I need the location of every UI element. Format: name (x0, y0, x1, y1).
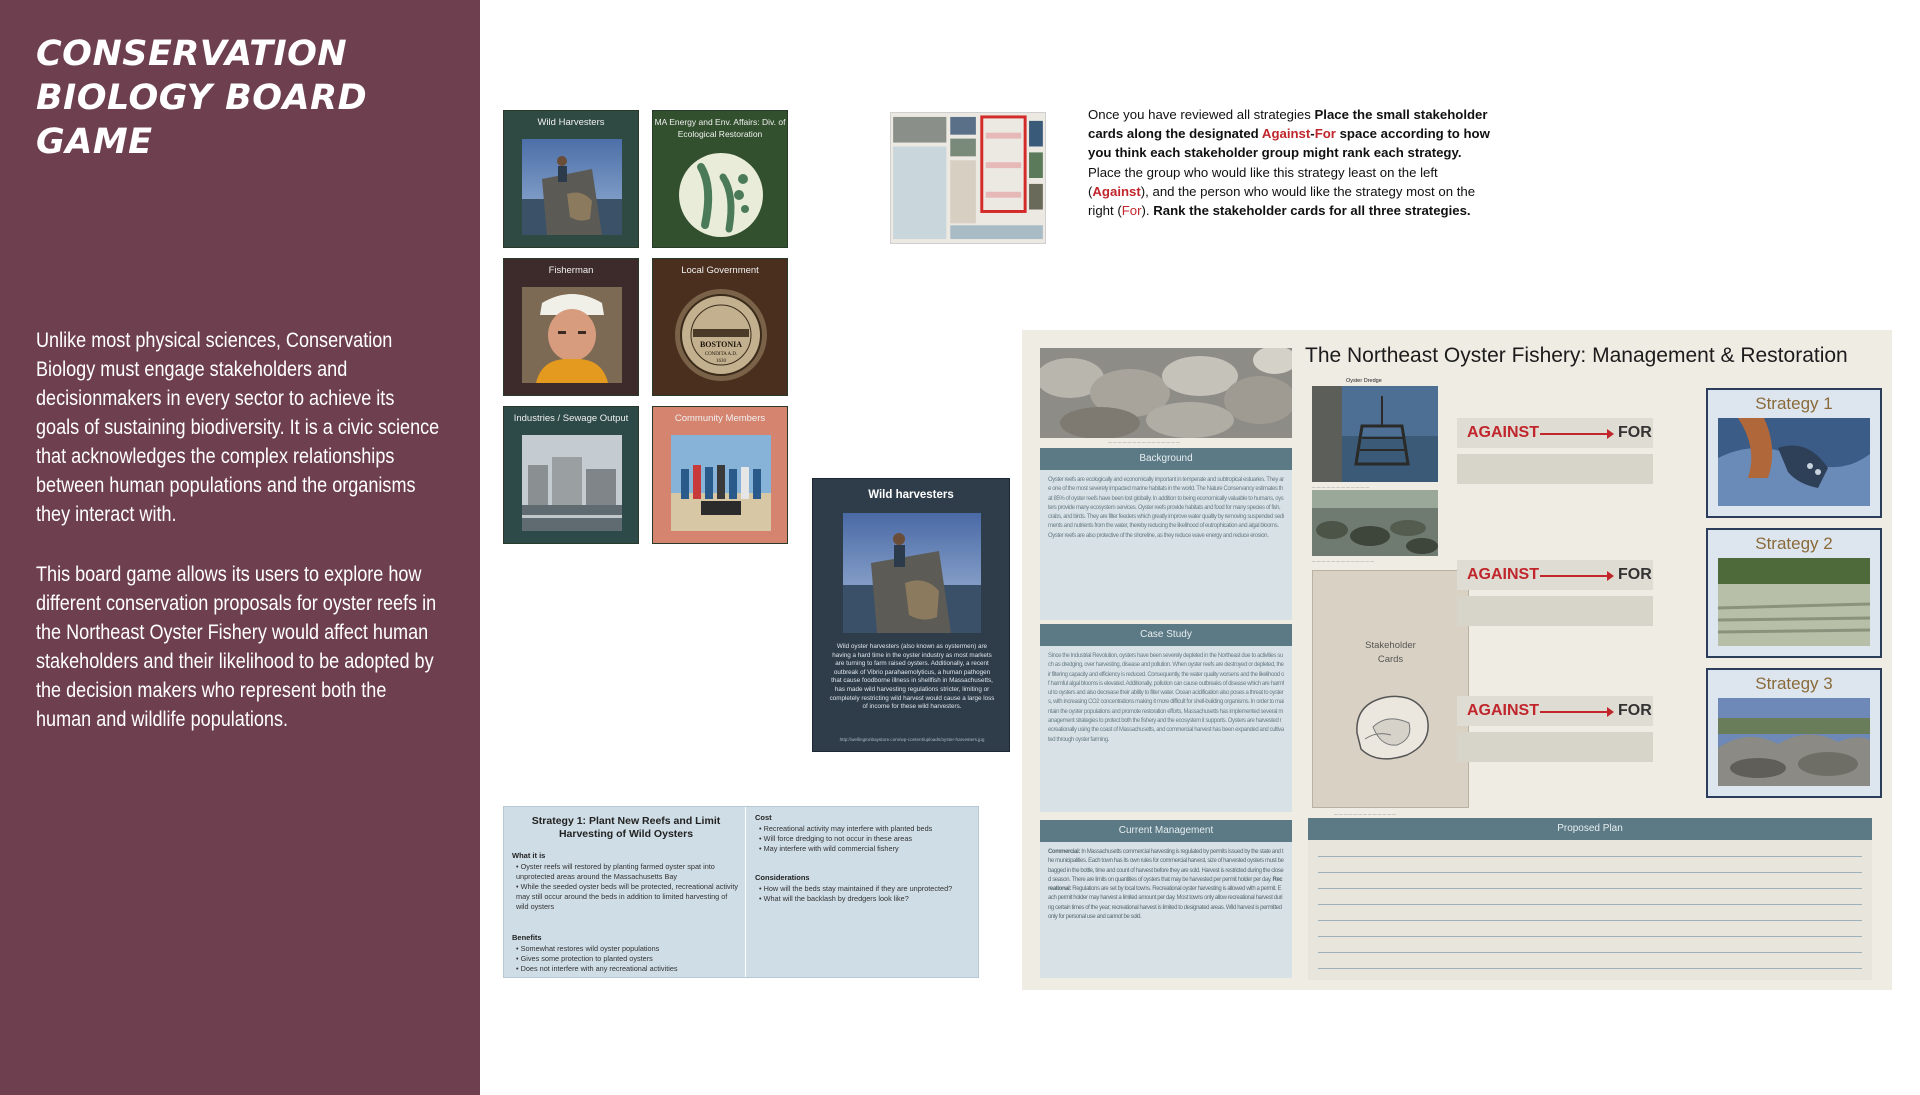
writing-line (1318, 888, 1862, 889)
recreational-label: Recreational: (1048, 876, 1283, 893)
commercial-text: In Massachusetts commercial harvesting is regulated by permits issued by the state and the municipalities. Each town has its own rules for commercial harvest, size of harvested oysters must be bagged in the bottle, time and count of harvest before they are sold. Harvest is restricted during the closed season. There are limits on quantities of oysters that may be harvested per permit holder per day. (1048, 849, 1284, 883)
card-label: MA Energy and Env. Affairs: Div. of Ecological Restoration (654, 117, 786, 139)
strategy-2-box[interactable] (1706, 528, 1882, 658)
stakeholder-card-wild-harvesters (503, 110, 639, 248)
for-label: FOR (1618, 566, 1652, 583)
strategy-1-label: Strategy 1 (1755, 394, 1833, 413)
list-item: • What will the backlash by dredgers look like? (759, 894, 975, 904)
photo-caption: — — — — — — — — — — — — — (1312, 559, 1375, 563)
oyster-dredge-photo (1312, 386, 1438, 482)
stakeholder-cards-area[interactable] (1312, 570, 1469, 808)
considerations-list (759, 884, 975, 904)
benefits-heading: Benefits (512, 933, 542, 942)
proposed-plan-heading: Proposed Plan (1308, 818, 1872, 840)
writing-line (1318, 936, 1862, 937)
page-title (36, 32, 456, 164)
background-heading: Background (1040, 448, 1292, 470)
benefits-list (516, 944, 740, 974)
list-item: • Does not interfere with any recreational activities (516, 964, 740, 974)
considerations-heading: Considerations (755, 873, 810, 882)
management-section (1040, 842, 1292, 978)
list-item: • Somewhat restores wild oyster populations (516, 944, 740, 954)
against-label: AGAINST (1467, 424, 1539, 441)
photo-caption: — — — — — — — — — — — — — — — (1108, 440, 1180, 444)
strategy-1-card (503, 806, 979, 978)
seal-text-1: BOSTONIA (699, 340, 743, 349)
fisherman-photo (522, 287, 622, 383)
list-item: • Gives some protection to planted oysters (516, 954, 740, 964)
management-heading: Current Management (1040, 820, 1292, 842)
what-heading: What it is (512, 851, 546, 860)
seal-text-2: CONDITA A.D. (704, 352, 738, 357)
community-photo (671, 435, 771, 531)
case-study-section (1040, 646, 1292, 812)
list-item: • While the seeded oyster beds will be protected, recreational activity may still occur around the beds in addition to limited harvesting of wild oysters (516, 882, 740, 912)
board-thumbnail (890, 112, 1046, 244)
seal-text-3: 1630 (716, 359, 726, 364)
list-item: • Oyster reefs will restored by planting farmed oyster spat into unprotected areas around the Massachusetts Bay (516, 862, 740, 882)
list-item: • Will force dredging to not occur in these areas (759, 834, 975, 844)
background-section (1040, 470, 1292, 620)
card-label: Community Members (674, 413, 766, 424)
against-label: AGAINST (1467, 566, 1539, 583)
management-text (1048, 848, 1284, 922)
stakeholder-line-1: Stakeholder (1365, 640, 1416, 651)
cost-heading: Cost (755, 813, 772, 822)
title-line-1: CONSERVATION (36, 34, 348, 74)
strategy-1-photo (1718, 418, 1870, 506)
strategy-2-photo (1718, 558, 1870, 646)
writing-line (1318, 904, 1862, 905)
arrow-icon (1540, 433, 1612, 435)
commercial-label: Commercial: (1048, 849, 1080, 855)
case-study-text: Since the Industrial Revolution, oysters have been severely depleted in the Northeast due to activities such as dredging, over harvesting, disease and pollution. When oyster reefs are destroyed or depleted, their filtering capacity and efficiency is reduced. Consequently, the water quality worsens and the likelihood of harmful algal blooms is elevated. Additionally, pollution can cause outbreaks of disease which are harmful to oysters and also decrease their ability to filter water. Ocean acidification also poses a threat to oysters, with increasing CO2 concentrations making it more difficult for shell-building organisms. In order to maintain the oyster populations and promote restoration efforts, Massachusetts has implemented several management strategies to protect both the fishery and the ecosystem it supports. Oysters are harvested recreationally using the coast of Massachusetts, and commercial harvest has been expanded and cultivated through oyster farming. (1048, 653, 1284, 743)
game-board (1022, 330, 1892, 990)
for-label: FOR (1618, 702, 1652, 719)
instruction-part: ), and the person who would like the strategy most on the right ( (1088, 183, 1476, 219)
case-study-heading: Case Study (1040, 624, 1292, 646)
for-word: For (1121, 203, 1142, 219)
against-word: Against (1092, 183, 1141, 199)
stakeholder-card-fisherman (503, 258, 639, 396)
stakeholder-card-industries (503, 406, 639, 544)
writing-line (1318, 968, 1862, 969)
photo-caption: — — — — — — — — — — — — (1312, 485, 1370, 489)
oyster-reef-photo (1312, 490, 1438, 556)
detail-card-description: Wild oyster harvesters (also known as oystermen) are having a hard time in the oyster industry as most markets are turning to farm raised oysters. Additionally, a recent outbreak of Vibrio parahaemolyticus, a human pathogen that cause foodborne illness in shellfish in Massachusetts, has made wild harvesting regulations stricter, limiting or completely restricting wild harvest would cause a large loss of income for these wild harvesters. (829, 643, 995, 711)
card-label: Fisherman (548, 265, 594, 276)
stakeholder-card-community (652, 406, 788, 544)
instruction-part: Place the small stakeholder cards along the designated (1088, 107, 1488, 142)
strategy-3-box[interactable] (1706, 668, 1882, 798)
writing-line (1318, 872, 1862, 873)
division-logo-icon (671, 147, 771, 243)
for-label: FOR (1618, 424, 1652, 441)
description-paragraph: This board game allows its users to explore how different conservation proposals for oyster reefs in the Northeast Oyster Fishery would affect human stakeholders and their likelihood to be adopted by the decision makers who represent both the human and wildlife populations. (36, 563, 437, 731)
cost-list (759, 824, 975, 854)
sidebar-panel (0, 0, 480, 1095)
ranking-slot-2[interactable] (1457, 596, 1653, 626)
photo-caption: — — — — — — — — — — — — — (1334, 812, 1397, 816)
against-label: AGAINST (1467, 702, 1539, 719)
oyster-sketch-icon (1347, 683, 1437, 767)
writing-line (1318, 952, 1862, 953)
stakeholder-card-ma-energy (652, 110, 788, 248)
strategy-card-title: Strategy 1: Plant New Reefs and Limit Harvesting of Wild Oysters (531, 815, 721, 840)
for-word: For (1314, 126, 1336, 142)
list-item: • Recreational activity may interfere with planted beds (759, 824, 975, 834)
oyster-shells-photo (1040, 348, 1292, 438)
instruction-part: Once you have reviewed all strategies (1088, 107, 1315, 122)
list-item: • May interfere with wild commercial fishery (759, 844, 975, 854)
list-item: • How will the beds stay maintained if they are unprotected? (759, 884, 975, 894)
card-label: Local Government (681, 265, 759, 276)
instruction-part: ). (1141, 203, 1154, 219)
card-label: Industries / Sewage Output (513, 413, 629, 424)
strategy-3-photo (1718, 698, 1870, 786)
strategy-3-label: Strategy 3 (1755, 674, 1833, 693)
instruction-part: space according to how you think each stakeholder group might rank each strategy. (1088, 126, 1490, 161)
wild-harvesters-detail-card (812, 478, 1010, 752)
intro-paragraph: Unlike most physical sciences, Conservation Biology must engage stakeholders and decisionmakers in every sector to achieve its goals of sustaining biodiversity. It is a civic science that acknowledges the complex relationships between human populations and the organisms they interact with. (36, 329, 440, 526)
instruction-part: Place the group who would like this strategy least on the left ( (1088, 164, 1438, 199)
proposed-plan-area[interactable] (1308, 840, 1872, 980)
title-line-2: BIOLOGY BOARD GAME (36, 78, 368, 162)
ranking-slot-1[interactable] (1457, 454, 1653, 484)
recreational-text: Regulations are set by local towns. Recreational oyster harvesting is allowed with a permit. Each permit holder may harvest a limited amount per day. Most towns only allow recreational harvest during certain times of the year; recreational harvest is limited to designated areas. Wild harvest is permitted only for personal use and cannot be sold. (1048, 886, 1283, 921)
industries-photo (522, 435, 622, 531)
ranking-slot-3[interactable] (1457, 732, 1653, 762)
boston-seal-icon (671, 287, 771, 383)
card-label: Wild Harvesters (537, 117, 605, 128)
against-word: Against (1261, 126, 1311, 142)
writing-line (1318, 856, 1862, 857)
arrow-icon (1540, 575, 1612, 577)
wild-harvesters-large-photo (843, 513, 981, 633)
instruction-part: Rank the stakeholder cards for all three strategies. (1153, 203, 1471, 219)
writing-line (1318, 920, 1862, 921)
wild-harvesters-photo (522, 139, 622, 235)
background-text: Oyster reefs are ecologically and economically important in temperate and subtropical estuaries. They are one of the most severely impacted marine habitats in the world. The Nature Conservancy estimates that 85% of oyster reefs have been lost globally. In addition to being economically valuable to humans, oysters provide many ecosystem services. Oyster reefs provide habitats and food for many species of fish, crabs, and birds. They are filter feeders which greatly improve water quality by removing suspended sediments and nutrients from the water, thereby reducing the likelihood of eutrophication and algal blooms. Oyster reefs are also protective of the shoreline, as they reduce wave energy and reduce erosion. (1048, 477, 1284, 539)
detail-card-source: http://wellingtonbaystore.com/wp-content/uploads/oyster-harvesters.jpg (839, 737, 985, 742)
dredge-label: Oyster Dredge (1346, 378, 1382, 384)
arrow-icon (1540, 711, 1612, 713)
stakeholder-cards-label (1313, 639, 1468, 667)
board-title: The Northeast Oyster Fishery: Management & Restoration (1305, 344, 1848, 367)
instruction-part: - (1310, 126, 1315, 142)
strategy-2-label: Strategy 2 (1755, 534, 1833, 553)
what-list (516, 862, 740, 912)
detail-card-title: Wild harvesters (868, 489, 954, 501)
stakeholder-line-2: Cards (1377, 654, 1404, 665)
stakeholder-card-local-government (652, 258, 788, 396)
instructions-text (1088, 105, 1498, 220)
strategy-1-box[interactable] (1706, 388, 1882, 518)
column-divider (745, 807, 746, 977)
